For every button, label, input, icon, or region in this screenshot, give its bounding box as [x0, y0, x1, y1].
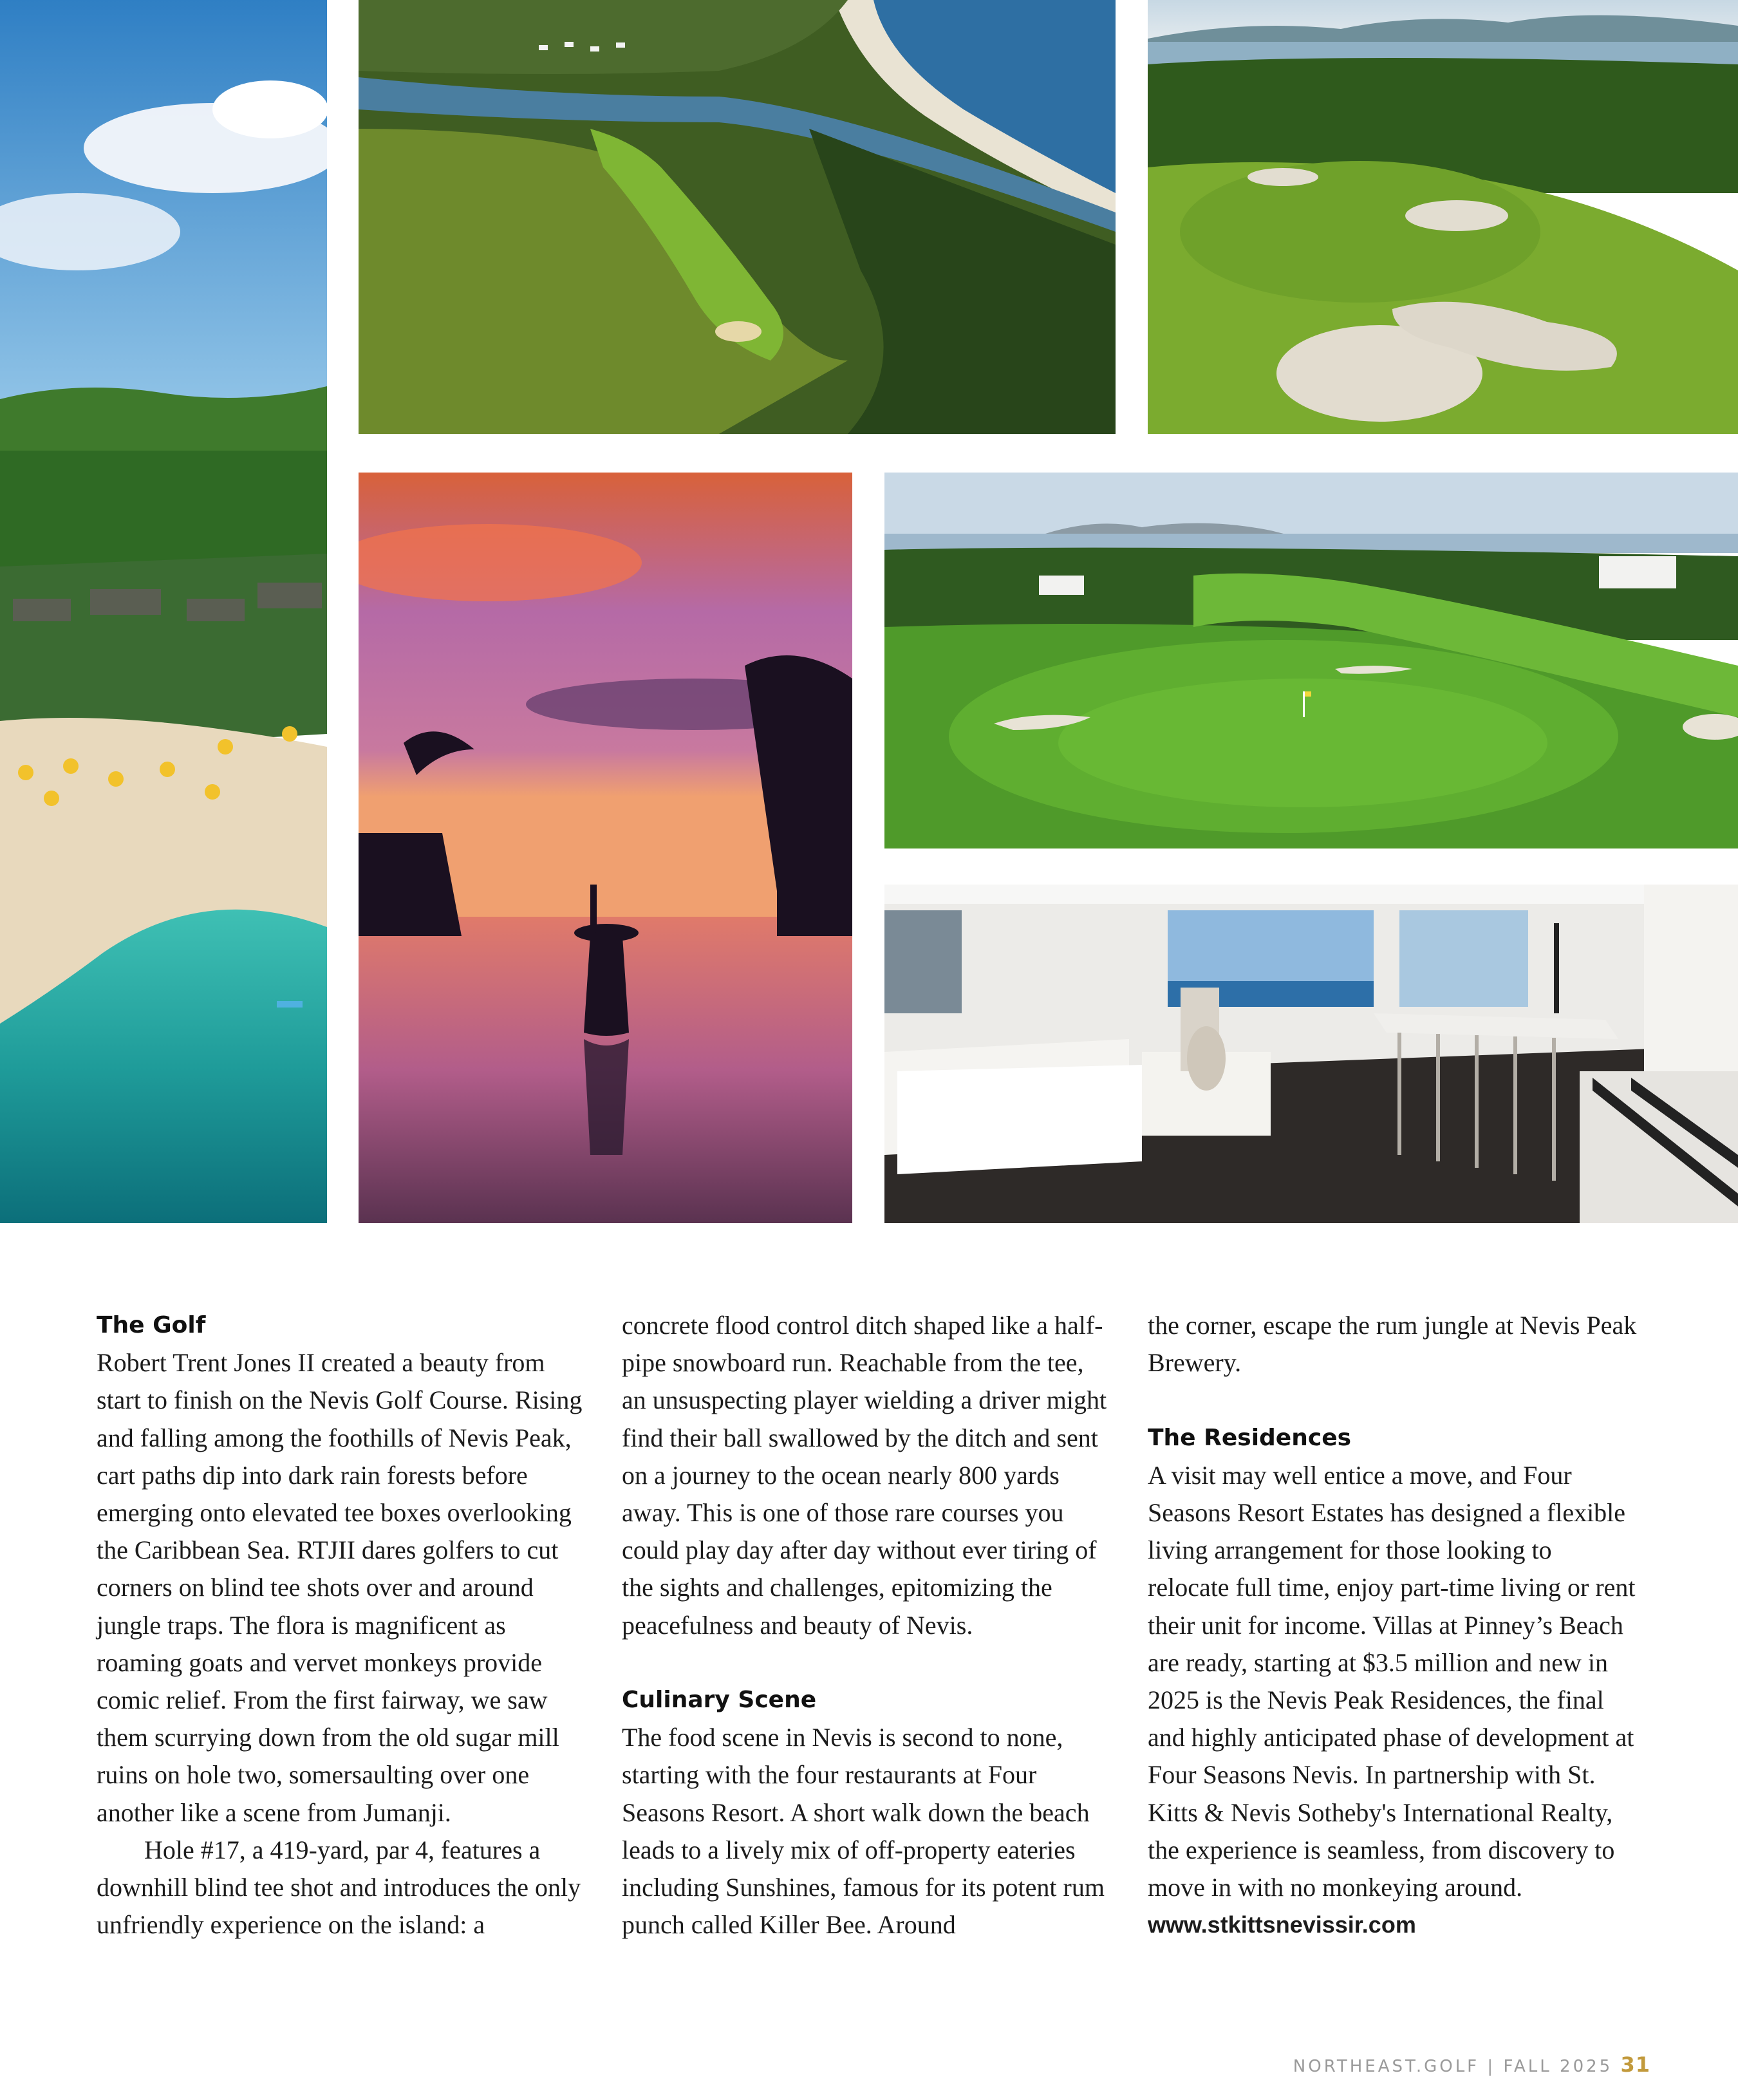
residences-paragraph: A visit may well entice a move, and Four Seasons Resort Estates has designed a flexible living arrangement for those looking to relocate full time, enjoy part-time living or rent their unit for income. Villas at Pinney’s Beach are ready, starting at $3.5 million and new in 2025 is the Nevis Peak Residences, the final and highly anticipated phase of development at Four Seasons Nevis. In partnership with St. Kitts & Nevis Sotheby's International Realty, the experience is seamless, from discovery to move in with no monkeying around. — [1148, 1460, 1636, 1902]
paragraph-gap — [1148, 1382, 1637, 1419]
column-middle — [622, 1307, 1111, 1944]
golf-fairway-view-photo — [884, 473, 1738, 848]
culinary-paragraph-continued: the corner, escape the rum jungle at Nevis Peak Brewery. — [1148, 1311, 1637, 1378]
issue-label: FALL 2025 — [1503, 2057, 1613, 2076]
golf-paragraph-1: Robert Trent Jones II created a beauty from start to finish on the Nevis Golf Course. Rising and falling among the foothills of Nevis Peak, cart paths dip into dark rain forests before emerging onto elevated tee boxes overlooking the Caribbean Sea. RTJII dares golfers to cut corners on blind tee shots over and around jungle traps. The flora is magnificent as roaming goats and vervet monkeys provide comic relief. From the first fairway, we saw them scurrying down from the old sugar mill ruins on hole two, somersaulting over one another like a scene from Jumanji. — [97, 1348, 583, 1827]
paragraph-gap — [622, 1644, 1111, 1682]
publication-name: NORTHEAST.GOLF | — [1293, 2057, 1496, 2076]
golf-paragraph-3: concrete flood control ditch shaped like a half-pipe snowboard run. Reachable from the tee, an unsuspecting player wielding a driver might find their ball swallowed by the ditch and sent on a journey to the ocean nearly 800 yards away. This is one of those rare courses you could play day after day without ever tiring of the sights and challenges, epitomizing the peacefulness and beauty of Nevis. — [622, 1311, 1107, 1640]
beach-resort-photo — [0, 0, 327, 1223]
page-number: 31 — [1620, 2052, 1650, 2077]
section-heading-culinary: Culinary Scene — [622, 1687, 817, 1714]
website-link[interactable]: www.stkittsnevissir.com — [1148, 1911, 1416, 1938]
column-right — [1148, 1307, 1637, 1944]
golf-paragraph-2: Hole #17, a 419-yard, par 4, features a downhill blind tee shot and introduces the only unfriendly experience on the island: a — [97, 1835, 581, 1940]
section-heading-golf: The Golf — [97, 1312, 206, 1338]
residence-interior-photo — [884, 885, 1738, 1223]
culinary-paragraph: The food scene in Nevis is second to none, starting with the four restaurants at Four Seasons Resort. A short walk down the beach leads to a lively mix of off-property eateries including Sunshines, famous for its potent rum punch called Killer Bee. Around — [622, 1723, 1105, 1940]
page-footer — [1293, 2052, 1650, 2077]
infinity-pool-sunset-photo — [359, 473, 852, 1223]
section-heading-residences: The Residences — [1148, 1424, 1352, 1451]
column-left — [97, 1307, 586, 1944]
golf-coast-aerial-photo — [359, 0, 1116, 434]
golf-green-bunkers-photo — [1148, 0, 1738, 434]
